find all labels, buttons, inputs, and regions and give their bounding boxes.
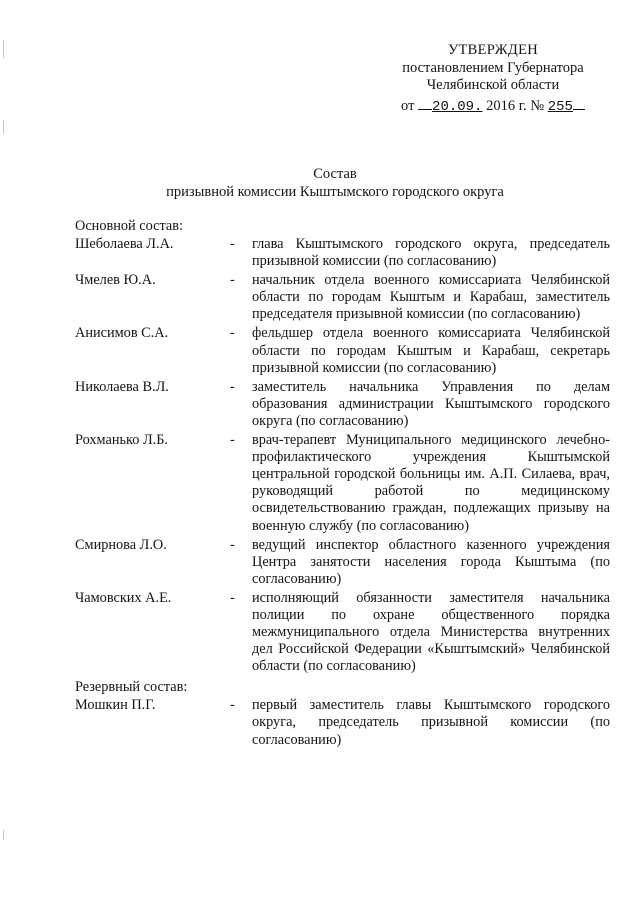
member-role: первый заместитель главы Кыштымского городского округа, председатель призывной комиссии (по согласованию) xyxy=(252,697,610,748)
member-name: Мошкин П.Г. xyxy=(75,697,156,714)
dash-separator: - xyxy=(230,589,235,606)
member-entry xyxy=(75,379,610,430)
approval-line-2: Челябинской области xyxy=(426,77,560,93)
document-heading xyxy=(60,165,610,201)
member-name: Чмелев Ю.А. xyxy=(75,272,156,289)
member-name: Чамовских А.Е. xyxy=(75,589,172,606)
dash-separator: - xyxy=(230,536,235,553)
member-role: врач-терапевт Муниципального медицинского лечебно-профилактического учреждения Кыштымской центральной городской больницы им. А.П. Силаева, врач, руководящий работой по медицинскому освидетельствованию граждан, подлежащих призыву на военную службу (по согласованию) xyxy=(252,432,610,534)
heading-title: Состав xyxy=(313,166,357,182)
dash-separator: - xyxy=(230,432,235,449)
approval-date-line xyxy=(378,95,608,117)
dash-separator: - xyxy=(230,697,235,714)
member-name: Николаева В.Л. xyxy=(75,378,169,395)
from-label: от xyxy=(401,97,415,114)
approval-number: 255 xyxy=(547,98,573,115)
dash-separator: - xyxy=(230,378,235,395)
member-entry xyxy=(75,325,610,376)
member-name: Шеболаева Л.А. xyxy=(75,236,174,252)
member-role: ведущий инспектор областного казенного учреждения Центра занятости населения города Кыштыма (по согласованию) xyxy=(252,536,610,587)
scan-edge-mark xyxy=(3,40,4,58)
member-role: начальник отдела военного комиссариата Челябинской области по городам Кыштым и Карабаш, заместитель председателя призывной комиссии (по согласованию) xyxy=(252,272,610,323)
reserve-section-label: Резервный состав: xyxy=(75,679,188,696)
member-name: Рохманько Л.Б. xyxy=(75,432,168,449)
number-label: № xyxy=(530,97,545,114)
member-role: фельдшер отдела военного комиссариата Челябинской области по городам Кыштым и Карабаш, секретарь призывной комиссии (по согласованию) xyxy=(252,325,610,376)
member-entry xyxy=(75,272,610,323)
approval-date: 20.09. xyxy=(432,98,483,115)
approval-line-1: постановлением Губернатора xyxy=(402,59,584,76)
member-role: глава Кыштымского городского округа, председатель призывной комиссии (по согласованию) xyxy=(252,236,610,270)
member-name: Анисимов С.А. xyxy=(75,325,169,342)
heading-subtitle: призывной комиссии Кыштымского городского округа xyxy=(166,184,504,200)
main-section-label: Основной состав: xyxy=(75,218,183,234)
dash-separator: - xyxy=(230,272,235,289)
scan-edge-mark xyxy=(3,830,4,840)
number-underline-blank xyxy=(573,95,585,110)
member-entry xyxy=(75,697,610,748)
member-entry xyxy=(75,537,610,588)
member-entry xyxy=(75,432,610,535)
member-entry xyxy=(75,236,610,270)
approval-title: УТВЕРЖДЕН xyxy=(447,42,539,58)
date-underline-blank xyxy=(418,95,432,110)
member-role: заместитель начальника Управления по делам образования администрации Кыштымского городского округа (по согласованию) xyxy=(252,378,610,429)
member-entry xyxy=(75,590,610,675)
dash-separator: - xyxy=(230,236,235,252)
member-name: Смирнова Л.О. xyxy=(75,536,167,553)
dash-separator: - xyxy=(230,325,235,342)
commission-list xyxy=(75,218,610,749)
approval-year: 2016 г. xyxy=(486,97,527,114)
scan-edge-mark xyxy=(3,120,4,134)
member-role: исполняющий обязанности заместителя начальника полиции по охране общественного порядка межмуниципального отдела Министерства внутренних дел Российской Федерации «Кыштымский» Челябинской области (по согласованию) xyxy=(252,589,610,675)
approval-block xyxy=(378,42,608,116)
